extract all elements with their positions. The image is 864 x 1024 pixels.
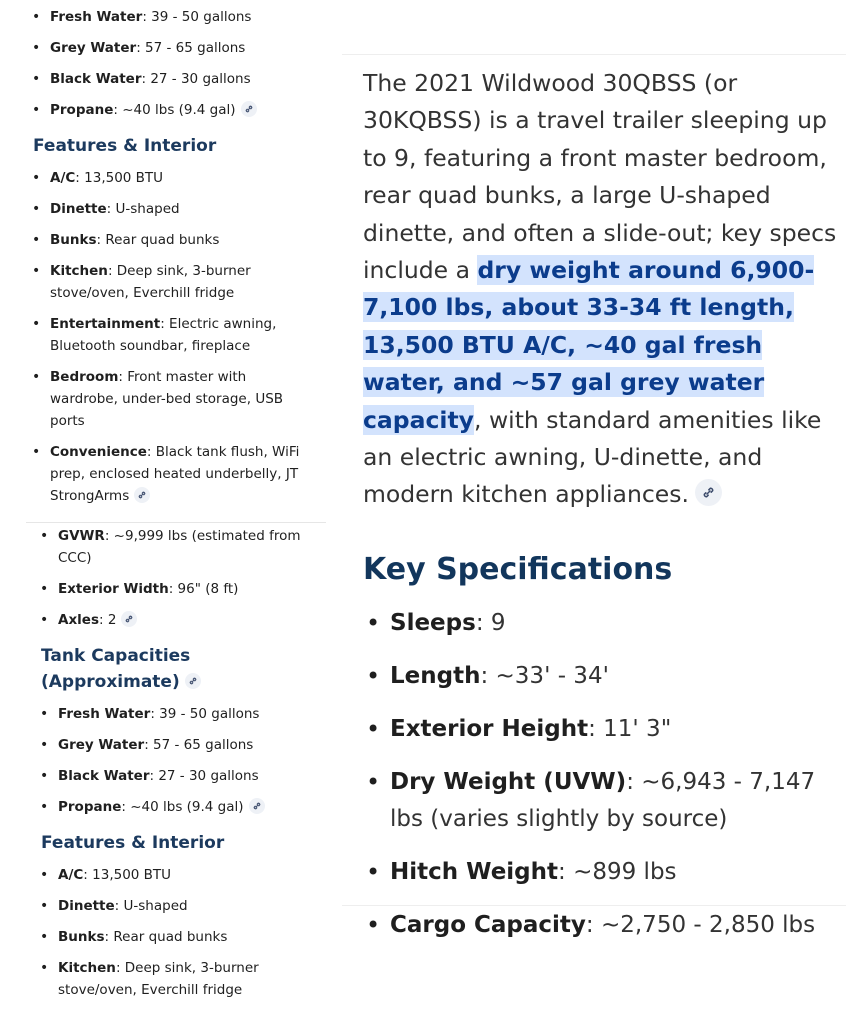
list-item: • Fresh Water: 39 - 50 gallons [18, 6, 314, 28]
link-icon[interactable] [185, 673, 201, 689]
list-item: • Dinette: U-shaped [18, 198, 314, 220]
list-item: • A/C: 13,500 BTU [26, 864, 326, 886]
list-item: • Bunks: Rear quad bunks [26, 926, 326, 948]
features-list [26, 864, 326, 1001]
list-item: • Sleeps: 9 [342, 605, 846, 642]
list-item: • Dinette: U-shaped [26, 895, 326, 917]
features-list [18, 167, 314, 507]
list-item: • Kitchen: Deep sink, 3-burner stove/oven, Everchill fridge [26, 957, 326, 1001]
list-item: • Entertainment: Electric awning, Bluetooth soundbar, fireplace [18, 313, 314, 357]
list-item: • Propane: ~40 lbs (9.4 gal) [18, 99, 314, 121]
list-item: • Exterior Height: 11' 3" [342, 711, 846, 748]
list-item: • GVWR: ~9,999 lbs (estimated from CCC) [26, 525, 326, 569]
list-item: • Black Water: 27 - 30 gallons [26, 765, 326, 787]
list-item: • Hitch Weight: ~899 lbs [342, 854, 846, 891]
list-item: • Axles: 2 [26, 609, 326, 631]
list-item: • Fresh Water: 39 - 50 gallons [26, 703, 326, 725]
answer-panel-bottom-left [26, 522, 326, 1024]
tank-list [18, 6, 314, 121]
key-spec-list [342, 605, 846, 944]
list-item: • Kitchen: Deep sink, 3-burner stove/oven, Everchill fridge [18, 260, 314, 304]
list-item: • Cargo Capacity: ~2,750 - 2,850 lbs [342, 907, 846, 944]
link-icon[interactable] [249, 798, 265, 814]
list-item: • Black Water: 27 - 30 gallons [18, 68, 314, 90]
list-item: • Convenience: Black tank flush, WiFi prep, enclosed heated underbelly, JT StrongArms [18, 441, 314, 507]
highlighted-text: dry weight around 6,900-7,100 lbs, about 33-34 ft length, 13,500 BTU A/C, ~40 gal fresh water, and ~57 gal grey water capacity [363, 256, 815, 434]
tank-list [26, 703, 326, 818]
answer-panel-top-left [18, 0, 314, 504]
section-heading: Features & Interior [41, 833, 225, 853]
list-item: • Exterior Width: 96" (8 ft) [26, 578, 326, 600]
list-item: • Bedroom: Front master with wardrobe, under-bed storage, USB ports [18, 366, 314, 432]
list-item: • Grey Water: 57 - 65 gallons [26, 734, 326, 756]
section-heading: Tank Capacities (Approximate) [41, 643, 231, 695]
link-icon[interactable] [134, 487, 150, 503]
summary-paragraph: The 2021 Wildwood 30QBSS (or 30KQBSS) is a travel trailer sleeping up to 9, featuring a front master bedroom, rear quad bunks, a large U-shaped dinette, and often a slide-out; key specs include a dry weight around 6,900-7,100 lbs, about 33-34 ft length, 13,500 BTU A/C, ~40 gal fresh water, and ~57 gal grey water capacity, with standard amenities like an electric awning, U-dinette, and modern kitchen appliances. [363, 69, 837, 509]
link-icon[interactable] [121, 611, 137, 627]
list-item: • Bunks: Rear quad bunks [18, 229, 314, 251]
list-item: • Length: ~33' - 34' [342, 658, 846, 695]
list-item: • A/C: 13,500 BTU [18, 167, 314, 189]
section-heading: Key Specifications [363, 551, 673, 587]
section-heading: Features & Interior [33, 136, 217, 156]
spec-list [26, 525, 326, 631]
link-icon[interactable] [695, 479, 722, 506]
link-icon[interactable] [241, 101, 257, 117]
list-item: • Propane: ~40 lbs (9.4 gal) [26, 796, 326, 818]
list-item: • Dry Weight (UVW): ~6,943 - 7,147 lbs (varies slightly by source) [342, 764, 846, 838]
answer-panel-right [342, 54, 846, 938]
list-item: • Grey Water: 57 - 65 gallons [18, 37, 314, 59]
